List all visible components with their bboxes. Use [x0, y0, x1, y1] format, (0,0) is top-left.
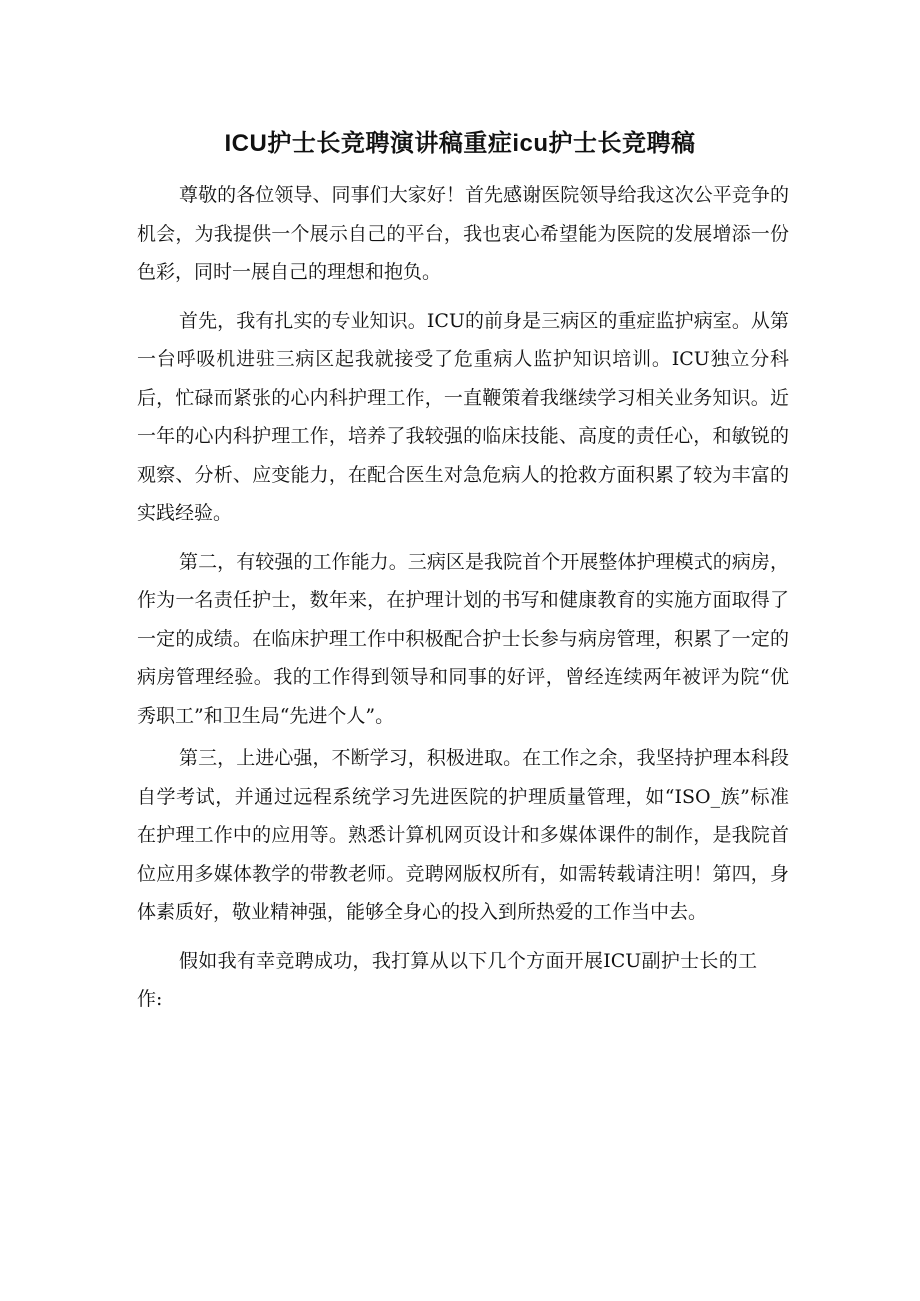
paragraph-greeting: 尊敬的各位领导、同事们大家好！首先感谢医院领导给我这次公平竞争的机会，为我提供一个展示自己的平台，我也衷心希望能为医院的发展增添一份色彩，同时一展自己的理想和抱负。	[137, 184, 789, 283]
document-title: ICU护士长竞聘演讲稿重症icu护士长竞聘稿	[224, 130, 696, 157]
paragraph-work-ability: 第二，有较强的工作能力。三病区是我院首个开展整体护理模式的病房，作为一名责任护士，数年来，在护理计划的书写和健康教育的实施方面取得了一定的成绩。在临床护理工作中积极配合护士长参与病房管理，积累了一定的病房管理经验。我的工作得到领导和同事的好评，曾经连续两年被评为院“优秀职工”和卫生局“先进个人”。	[137, 550, 789, 727]
paragraph-professional-knowledge: 首先，我有扎实的专业知识。ICU的前身是三病区的重症监护病室。从第一台呼吸机进驻三病区起我就接受了危重病人监护知识培训。ICU独立分科后，忙碌而紧张的心内科护理工作，一直鞭策着我继续学习相关业务知识。近一年的心内科护理工作，培养了我较强的临床技能、高度的责任心，和敏锐的观察、分析、应变能力，在配合医生对急危病人的抢救方面积累了较为丰富的实践经验。	[137, 309, 789, 524]
paragraph-plan: 假如我有幸竞聘成功，我打算从以下几个方面开展ICU副护士长的工作:	[137, 949, 757, 1010]
paragraph-learning: 第三，上进心强，不断学习，积极进取。在工作之余，我坚持护理本科段自学考试，并通过远程系统学习先进医院的护理质量管理，如“ISO_族”标准在护理工作中的应用等。熟悉计算机网页设计和多媒体课件的制作，是我院首位应用多媒体教学的带教老师。竞聘网版权所有，如需转载请注明！第四，身体素质好，敬业精神强，能够全身心的投入到所热爱的工作当中去。	[137, 747, 789, 923]
document-body	[137, 176, 789, 1029]
